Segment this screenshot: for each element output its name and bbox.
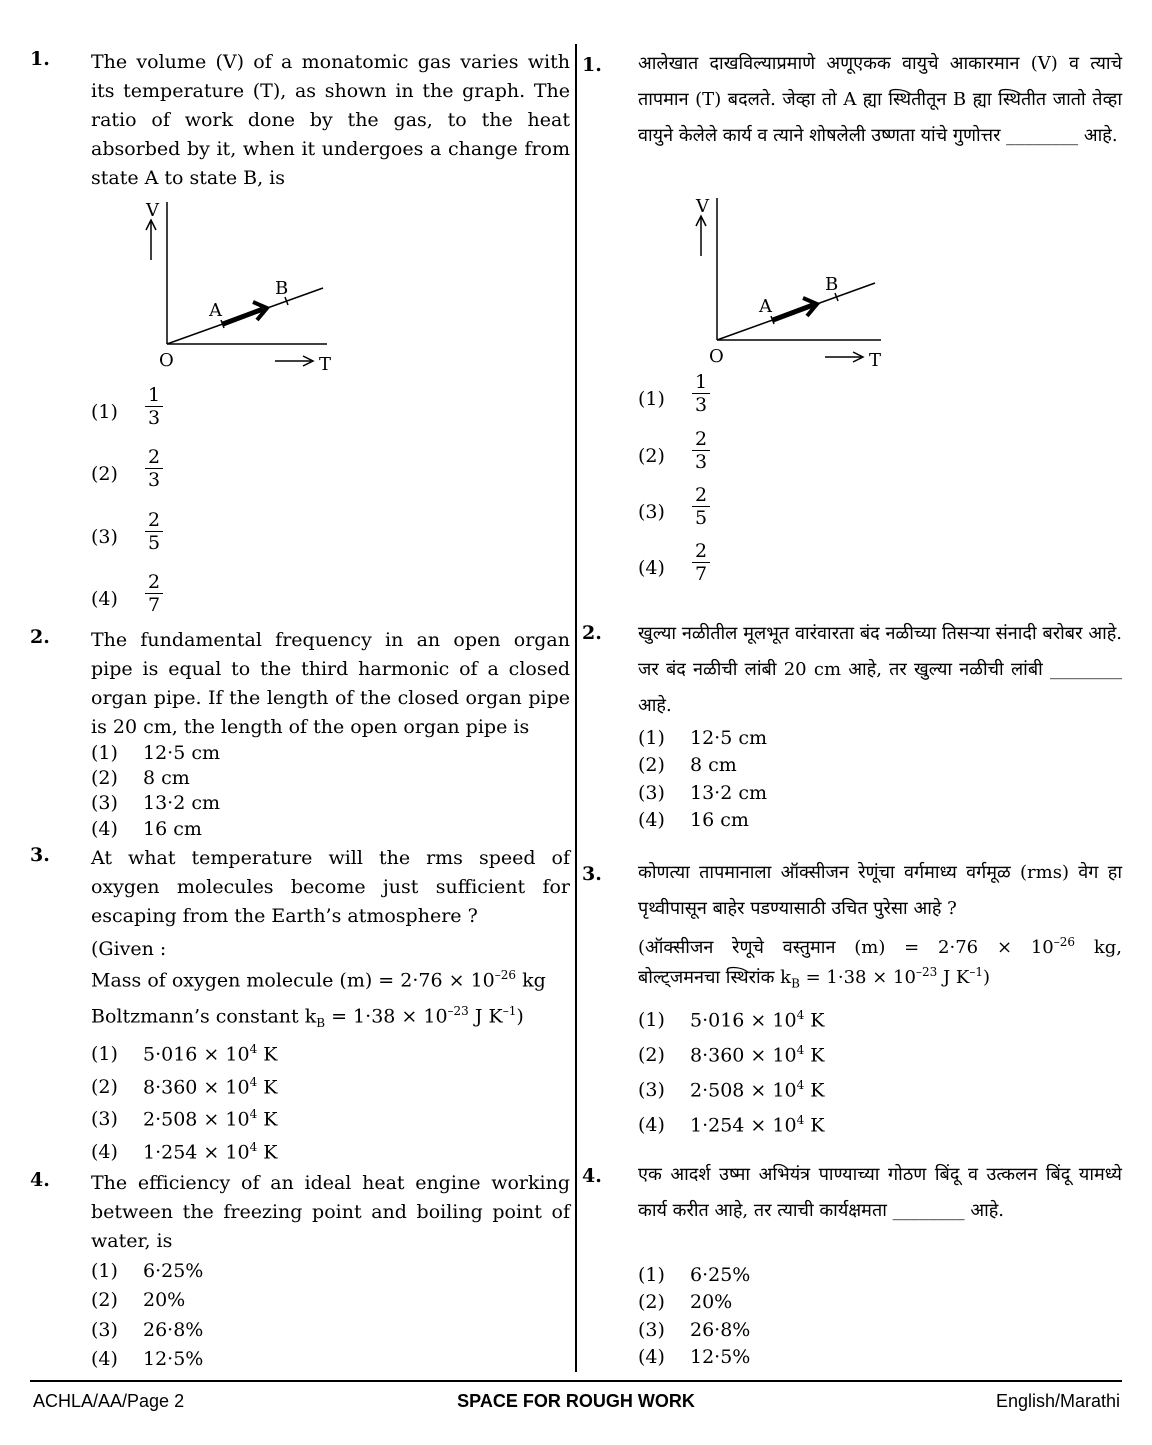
question-number: 3. — [30, 844, 50, 866]
question-number: 2. — [30, 626, 50, 648]
option-4: (4) 16 cm — [91, 818, 202, 840]
question-text: The efficiency of an ideal heat engine working between the freezing point and boiling point of water, is — [91, 1172, 570, 1252]
question-number: 1. — [30, 48, 50, 70]
language-label: English/Marathi — [995, 1391, 1120, 1411]
question-1: 1. The volume (V) of a monatomic gas varies with its temperature (T), as shown in the graph. The ratio of work done by the gas, to the heat absorbed by it, when it undergoes a change from state A to state B, is V T O A B (1) $\frac{1}{3}$ (2) $\frac{2}{3}$ (3) $\frac{2}{5}$ (4) $\frac{2}{7}$ — [30, 48, 570, 616]
option-2: (2) 8 cm — [91, 767, 190, 789]
fraction: $\frac{2}{3}$ — [692, 428, 710, 473]
option-3: (3) 13·2 cm — [91, 792, 221, 814]
option-3: (3) 26·8% — [638, 1319, 751, 1341]
page-code: ACHLA/AA/Page 2 — [33, 1391, 185, 1411]
question-3 — [30, 844, 570, 1166]
question-number: 1. — [582, 54, 602, 76]
point-b-label: B — [275, 278, 289, 299]
question-1: 1. आलेखात दाखविल्याप्रमाणे अणूएकक वायुचे आकारमान (V) व त्याचे तापमान (T) बदलते. जेव्हा तो A ह्या स्थितीतून B ह्या स्थितीत जातो तेव्हा वायुने केलेले कार्य व त्याने शोषलेली उष्णता यांचे गुणोत्तर ________ आहे. V T O A B (1) $\frac{1}{3}$ (2) $\frac{2}{3}$ (3) $\frac{2}{5}$ (4) $\frac{2}{7}$ — [580, 46, 1122, 616]
fraction: $\frac{2}{7}$ — [145, 571, 163, 616]
point-b-label: B — [825, 274, 839, 295]
given-mass: Mass of oxygen molecule $(m) = 2\cdot 76 \times 10^{-26}$ kg — [91, 968, 546, 992]
volume-temperature-graph — [135, 198, 375, 378]
option-2: (2) $8\cdot 360 \times 10^4$ K — [638, 1043, 825, 1067]
option-2: (2) $8\cdot 360 \times 10^4$ K — [91, 1075, 278, 1099]
question-4 — [580, 1157, 1122, 1372]
question-number: 4. — [30, 1169, 50, 1191]
option-1: (1) 6·25% — [638, 1264, 751, 1286]
option-4: (4) $1\cdot 254 \times 10^4$ K — [91, 1140, 278, 1164]
point-a-label: A — [759, 296, 772, 317]
question-2 — [30, 626, 570, 844]
fraction: $\frac{2}{5}$ — [145, 509, 163, 554]
axis-label-v: V — [696, 196, 709, 217]
origin-label: O — [159, 350, 174, 371]
fraction: $\frac{1}{3}$ — [145, 384, 163, 429]
point-a-label: A — [209, 300, 222, 321]
option-2: (2) 8 cm — [638, 754, 737, 776]
fraction: $\frac{1}{3}$ — [692, 371, 710, 416]
given-label: (Given : — [91, 938, 167, 960]
option-3: (3) 26·8% — [91, 1319, 204, 1341]
question-text: कोणत्या तापमानाला ऑक्सीजन रेणूंचा वर्गमाध्य वर्गमूळ (rms) वेग हा पृथ्वीपासून बाहेर पडण्यासाठी उचित पुरेसा आहे ? — [638, 862, 1122, 919]
axis-label-t: T — [319, 354, 332, 375]
option-1: (1) $5\cdot 016 \times 10^4$ K — [91, 1042, 278, 1066]
question-text: The volume (V) of a monatomic gas varies with its temperature (T), as shown in the graph. The ratio of work done by the gas, to the heat absorbed by it, when it undergoes a change from state A to state B, is — [91, 51, 570, 189]
option-3: (3) $2\cdot 508 \times 10^4$ K — [91, 1107, 278, 1131]
column-divider — [575, 44, 577, 1372]
option-4: (4) $1\cdot 254 \times 10^4$ K — [638, 1113, 825, 1137]
question-number: 3. — [582, 863, 602, 885]
question-number: 4. — [582, 1165, 602, 1187]
fraction: $\frac{2}{7}$ — [692, 540, 710, 585]
option-3: (3) 13·2 cm — [638, 782, 768, 804]
question-text: The fundamental frequency in an open organ pipe is equal to the third harmonic of a closed organ pipe. If the length of the closed organ pipe is 20 cm, the length of the open organ pipe is — [91, 629, 570, 738]
footer-rule — [30, 1380, 1122, 1382]
question-text: एक आदर्श उष्मा अभियंत्र पाण्याच्या गोठण बिंदू व उत्कलन बिंदू यामध्ये कार्य करीत आहे, तर त्याची कार्यक्षमता ________ आहे. — [638, 1164, 1122, 1221]
question-text: At what temperature will the rms speed of oxygen molecules become just sufficient for escaping from the Earth’s atmosphere ? — [91, 847, 570, 927]
option-2: (2) 20% — [91, 1289, 186, 1311]
question-text: आलेखात दाखविल्याप्रमाणे अणूएकक वायुचे आकारमान (V) व त्याचे तापमान (T) बदलते. जेव्हा तो A ह्या स्थितीतून B ह्या स्थितीत जातो तेव्हा वायुने केलेले कार्य व त्याने शोषलेली उष्णता यांचे गुणोत्तर ________ आहे. — [638, 53, 1122, 146]
question-2 — [580, 616, 1122, 836]
option-4: (4) 12·5% — [638, 1346, 751, 1368]
given-mass: (ऑक्सीजन रेणूचे वस्तुमान $(m) = 2\cdot 76 \times 10^{-26}$ kg, — [638, 935, 1122, 958]
given-boltzmann: Boltzmann’s constant $k_B = 1\cdot 38 \times 10^{-23}$ J $K^{-1}$) — [91, 1004, 524, 1031]
question-number: 2. — [582, 622, 602, 644]
option-1: (1) 12·5 cm — [638, 727, 768, 749]
given-boltzmann: बोल्ट्‌जमनचा स्थिरांक $k_B = 1\cdot 38 \times 10^{-23}$ J $K^{-1}$) — [638, 965, 991, 991]
option-3: (3) $2\cdot 508 \times 10^4$ K — [638, 1078, 825, 1102]
rough-work-label: SPACE FOR ROUGH WORK — [457, 1391, 695, 1411]
question-text: खुल्या नळीतील मूलभूत वारंवारता बंद नळीच्या तिसऱ्या संनादी बरोबर आहे. जर बंद नळीची लांबी 20 cm आहे, तर खुल्या नळीची लांबी ________ आहे. — [638, 623, 1122, 716]
question-3 — [580, 855, 1122, 1145]
axis-label-v: V — [146, 200, 159, 221]
axis-label-t: T — [869, 350, 882, 371]
fraction: $\frac{2}{5}$ — [692, 484, 710, 529]
fraction: $\frac{2}{3}$ — [145, 446, 163, 491]
volume-temperature-graph — [685, 194, 925, 374]
option-1: (1) 12·5 cm — [91, 742, 221, 764]
question-4 — [30, 1169, 570, 1374]
option-4: (4) 16 cm — [638, 809, 749, 831]
option-1: (1) 6·25% — [91, 1260, 204, 1282]
option-1: (1) $5\cdot 016 \times 10^4$ K — [638, 1008, 825, 1032]
option-2: (2) 20% — [638, 1291, 733, 1313]
option-4: (4) 12·5% — [91, 1348, 204, 1370]
origin-label: O — [709, 346, 724, 367]
